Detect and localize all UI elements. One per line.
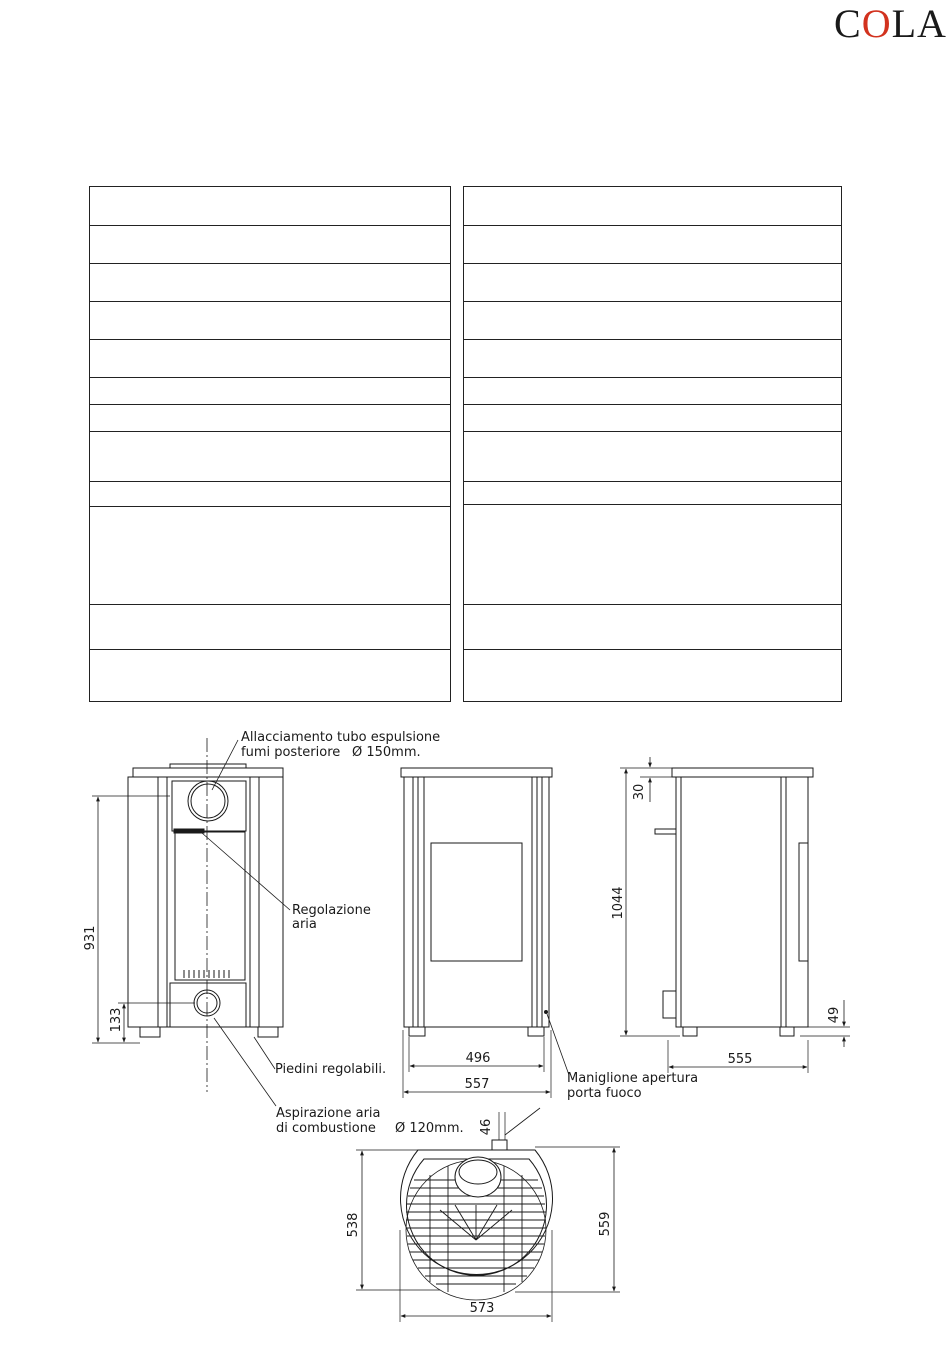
note-air-line1: Regolazione [292, 903, 371, 918]
note-handle-line1: Maniglione apertura [567, 1071, 699, 1086]
dim-538: 538 [346, 1212, 361, 1238]
dim-46: 46 [479, 1118, 494, 1136]
dim-931: 931 [83, 925, 98, 951]
dim-557: 557 [464, 1077, 490, 1092]
rear-top-plate [133, 768, 283, 777]
note-flue-line2-prefix: fumi posteriore [241, 745, 341, 760]
note-intake-line2-value: Ø 120mm. [395, 1121, 464, 1136]
dim-30: 30 [632, 783, 647, 801]
rear-top-cap [170, 764, 246, 768]
logo-la: LA [891, 1, 947, 46]
dim-133: 133 [109, 1007, 124, 1033]
side-intake-spigot [663, 991, 676, 1018]
front-view [401, 768, 569, 1098]
top-flue-collar [455, 1157, 501, 1197]
dim-555: 555 [727, 1052, 753, 1067]
rear-view [92, 738, 290, 1106]
front-foot-left [409, 1027, 425, 1036]
rear-grille [184, 970, 229, 978]
logo-o: O [861, 1, 892, 46]
top-view-labels [346, 1119, 613, 1316]
side-body [676, 777, 808, 1027]
note-air-line2: aria [292, 917, 317, 932]
side-view-labels [611, 784, 842, 1067]
note-handle-line2: porta fuoco [567, 1086, 642, 1101]
dim-49: 49 [827, 1006, 842, 1024]
note-feet: Piedini regolabili. [275, 1062, 387, 1077]
front-foot-right [528, 1027, 544, 1036]
front-body [404, 777, 549, 1027]
note-flue-line1: Allacciamento tubo espulsione [241, 730, 441, 745]
flue-outlet [188, 781, 228, 821]
dim-559: 559 [598, 1211, 613, 1237]
rear-foot-left [140, 1027, 160, 1037]
rear-view-labels [83, 730, 464, 1136]
rear-inner-panel [175, 832, 245, 980]
fire-door-glass [431, 843, 522, 961]
side-view [620, 757, 850, 1073]
front-view-labels [465, 1051, 698, 1101]
side-flue-spigot [655, 829, 676, 834]
dim-1044: 1044 [611, 886, 626, 920]
dim-573: 573 [469, 1301, 495, 1316]
dim-496: 496 [465, 1051, 491, 1066]
rear-foot-right [258, 1027, 278, 1037]
side-top-plate [672, 768, 813, 777]
top-view [356, 1108, 620, 1322]
logo-c: C [834, 1, 862, 46]
front-top-plate [401, 768, 552, 777]
air-regulator [174, 829, 204, 833]
rear-body [128, 777, 283, 1027]
note-flue-line2-value: Ø 150mm. [352, 745, 421, 760]
note-intake-line1: Aspirazione aria [276, 1106, 381, 1121]
note-intake-line2-prefix: di combustione [276, 1121, 376, 1136]
top-rear-spigot [492, 1140, 507, 1150]
